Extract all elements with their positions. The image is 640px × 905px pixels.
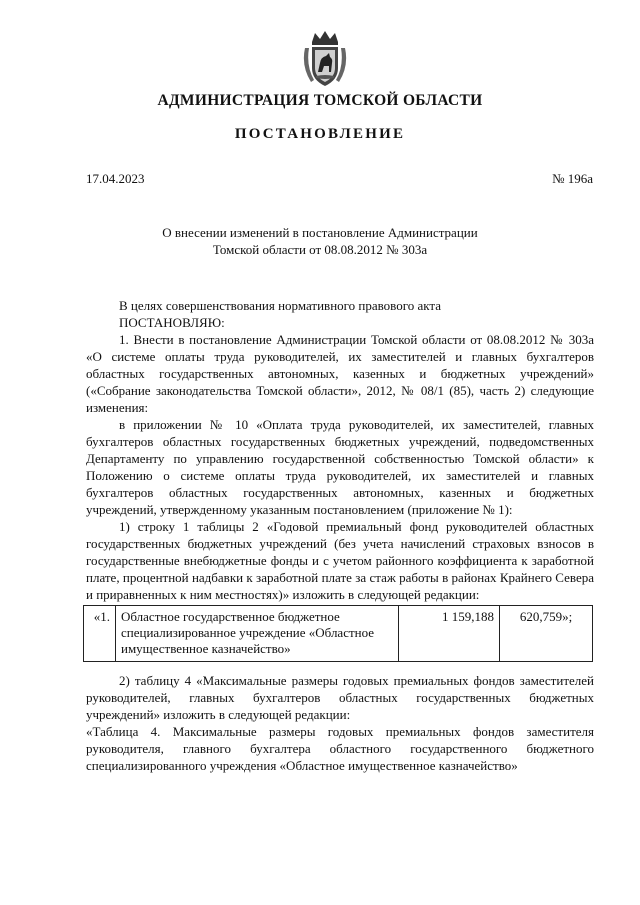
row-index: «1. bbox=[84, 606, 116, 662]
paragraph-3: 1) строку 1 таблицы 2 «Годовой премиальный фонд руководителей областных государственных бюджетных учреждений (без учета начислений страховых взносов в государственные внебюджетные фонды и с учетом районного коэффициента к заработной плате, процентной надбавки к заработной плате за стаж работы в районах Крайнего Севера и приравненных к ним местностях)» изложить в следующей редакции: bbox=[86, 519, 594, 602]
paragraph-2: в приложении № 10 «Оплата труда руководителей, их заместителей, главных бухгалтеров областных государственных бюджетных учреждений, подведомственных Департаменту по управлению государственной собственностью Томской области» к Положению о системе оплаты труда руководителей, их заместителей и главных бухгалтеров областных государственных автономных, казенных и бюджетных учреждений, утвержденному указанным постановлением (приложение № 1): bbox=[86, 417, 594, 517]
row-institution: Областное государственное бюджетное специализированное учреждение «Областное имущественное казначейство» bbox=[116, 606, 399, 662]
table-4-caption: «Таблица 4. Максимальные размеры годовых премиальных фондов заместителя руководителя, главного бухгалтера областного государственного бюджетного специализированного учреждения «Областное имущественное казначейство» bbox=[86, 724, 594, 773]
organization-title: АДМИНИСТРАЦИЯ ТОМСКОЙ ОБЛАСТИ bbox=[157, 92, 483, 109]
coat-of-arms-icon bbox=[303, 30, 347, 88]
subject-line-2: Томской области от 08.08.2012 № 303а bbox=[212, 242, 428, 257]
document-body bbox=[86, 297, 594, 774]
document-date: 17.04.2023 bbox=[86, 171, 145, 186]
table-row bbox=[84, 606, 593, 662]
row-value-2: 620,759»; bbox=[500, 606, 593, 662]
paragraph-4: 2) таблицу 4 «Максимальные размеры годовых премиальных фондов заместителей руководителей, главных бухгалтеров областных государственных бюджетных учреждений» изложить в следующей редакции: bbox=[86, 673, 594, 722]
decree-word: ПОСТАНОВЛЯЮ: bbox=[119, 315, 225, 330]
document-number: № 196а bbox=[552, 171, 593, 186]
amendment-table bbox=[83, 605, 593, 662]
document-type-title: ПОСТАНОВЛЕНИЕ bbox=[234, 126, 406, 142]
preamble: В целях совершенствования нормативного правового акта bbox=[119, 298, 442, 313]
subject-line-1: О внесении изменений в постановление Администрации bbox=[162, 225, 478, 240]
paragraph-1: 1. Внести в постановление Администрации Томской области от 08.08.2012 № 303а «О системе оплаты труда руководителей, их заместителей и главных бухгалтеров областных государственных автономных, казенных и бюджетных учреждений» («Собрание законодательства Томской области», 2012, № 08/1 (85), часть 2) следующие изменения: bbox=[86, 332, 594, 415]
document-subject bbox=[0, 224, 640, 258]
row-value-1: 1 159,188 bbox=[399, 606, 500, 662]
